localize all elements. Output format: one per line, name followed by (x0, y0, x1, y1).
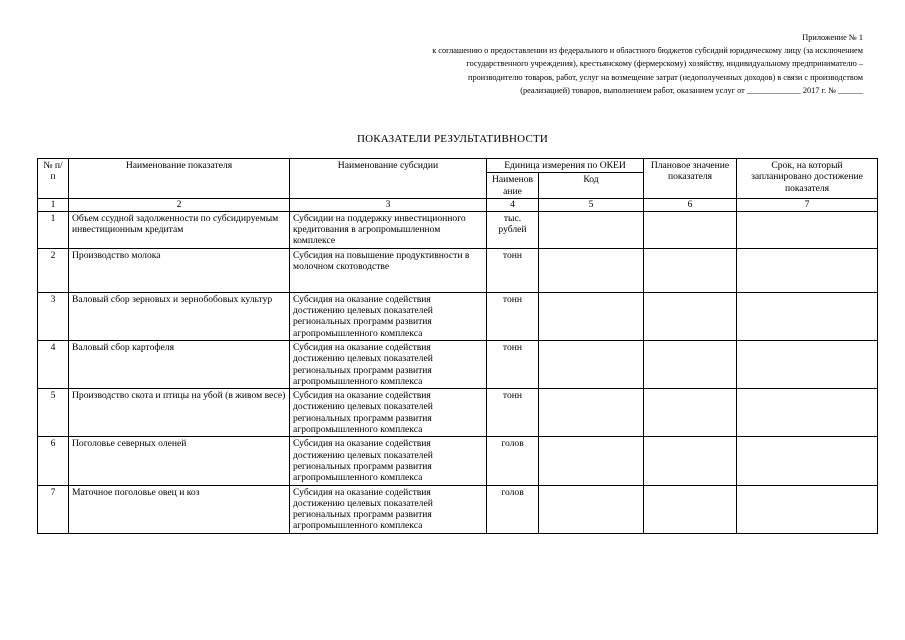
appendix-line: к соглашению о предоставлении из федерального и областного бюджетов субсидий юридическому лицу (за исключением (432, 46, 863, 56)
appendix-line: государственного учреждения), крестьянскому (фермерскому) хозяйству, индивидуальному предпринимателю – (466, 59, 863, 69)
header-num: № п/п (38, 159, 69, 199)
indicators-table (37, 158, 878, 534)
row-deadline[interactable] (737, 389, 878, 437)
row-code[interactable] (539, 485, 644, 533)
row-planned[interactable] (644, 437, 737, 485)
column-number: 3 (290, 198, 487, 211)
header-deadline: Срок, на который запланировано достижение показателя (737, 159, 878, 199)
row-code[interactable] (539, 292, 644, 340)
column-number: 2 (69, 198, 290, 211)
row-planned[interactable] (644, 389, 737, 437)
row-unit: тонн (487, 292, 539, 340)
row-planned[interactable] (644, 292, 737, 340)
row-deadline[interactable] (737, 292, 878, 340)
table-row (38, 211, 878, 248)
row-deadline[interactable] (737, 485, 878, 533)
row-indicator: Валовый сбор зерновых и зернобобовых культур (69, 292, 290, 340)
header-unit: Единица измерения по ОКЕИ (487, 159, 644, 173)
row-code[interactable] (539, 389, 644, 437)
row-unit: тонн (487, 389, 539, 437)
row-planned[interactable] (644, 211, 737, 248)
row-indicator: Производство молока (69, 248, 290, 292)
appendix-note (323, 31, 863, 97)
table-row (38, 340, 878, 388)
row-unit: тонн (487, 340, 539, 388)
document-title: ПОКАЗАТЕЛИ РЕЗУЛЬТАТИВНОСТИ (356, 133, 549, 145)
row-deadline[interactable] (737, 437, 878, 485)
column-number: 7 (737, 198, 878, 211)
header-planned: Плановое значение показателя (644, 159, 737, 199)
appendix-line: (реализацией) товаров, выполнением работ, оказанием услуг от _____________ 2017 г. № ______ (520, 85, 863, 95)
row-unit: голов (487, 437, 539, 485)
header-unit-code: Код (539, 173, 644, 199)
table-row (38, 389, 878, 437)
table-row (38, 437, 878, 485)
table-row (38, 292, 878, 340)
header-indicator: Наименование показателя (69, 159, 290, 199)
row-deadline[interactable] (737, 211, 878, 248)
row-planned[interactable] (644, 485, 737, 533)
row-subsidy: Субсидия на оказание содействия достижению целевых показателей региональных программ развития агропромышленного комплекса (290, 292, 487, 340)
row-num: 1 (38, 211, 69, 248)
row-num: 5 (38, 389, 69, 437)
row-indicator: Поголовье северных оленей (69, 437, 290, 485)
row-subsidy: Субсидия на оказание содействия достижению целевых показателей региональных программ развития агропромышленного комплекса (290, 437, 487, 485)
header-unit-name: Наименование (487, 173, 539, 199)
row-subsidy: Субсидия на повышение продуктивности в молочном скотоводстве (290, 248, 487, 292)
row-deadline[interactable] (737, 248, 878, 292)
row-subsidy: Субсидия на оказание содействия достижению целевых показателей региональных программ развития агропромышленного комплекса (290, 389, 487, 437)
row-code[interactable] (539, 211, 644, 248)
row-unit: голов (487, 485, 539, 533)
table-row (38, 485, 878, 533)
appendix-line: Приложение № 1 (802, 33, 863, 42)
row-indicator: Маточное поголовье овец и коз (69, 485, 290, 533)
row-subsidy: Субсидии на поддержку инвестиционного кредитования в агропромышленном комплексе (290, 211, 487, 248)
row-unit: тонн (487, 248, 539, 292)
header-subsidy: Наименование субсидии (290, 159, 487, 199)
row-code[interactable] (539, 340, 644, 388)
row-indicator: Объем ссудной задолженности по субсидируемым инвестиционным кредитам (69, 211, 290, 248)
row-indicator: Валовый сбор картофеля (69, 340, 290, 388)
column-number: 6 (644, 198, 737, 211)
row-planned[interactable] (644, 248, 737, 292)
row-code[interactable] (539, 248, 644, 292)
row-num: 2 (38, 248, 69, 292)
column-number: 5 (539, 198, 644, 211)
row-indicator: Производство скота и птицы на убой (в живом весе) (69, 389, 290, 437)
row-deadline[interactable] (737, 340, 878, 388)
column-number: 4 (487, 198, 539, 211)
row-subsidy: Субсидия на оказание содействия достижению целевых показателей региональных программ развития агропромышленного комплекса (290, 485, 487, 533)
header-row (38, 159, 878, 173)
row-num: 7 (38, 485, 69, 533)
row-subsidy: Субсидия на оказание содействия достижению целевых показателей региональных программ развития агропромышленного комплекса (290, 340, 487, 388)
row-num: 3 (38, 292, 69, 340)
column-number-row (38, 198, 878, 211)
appendix-line: производителю товаров, работ, услуг на возмещение затрат (недополученных доходов) в связи с производством (468, 72, 863, 82)
column-number: 1 (38, 198, 69, 211)
row-num: 6 (38, 437, 69, 485)
row-code[interactable] (539, 437, 644, 485)
row-unit: тыс. рублей (487, 211, 539, 248)
row-num: 4 (38, 340, 69, 388)
row-planned[interactable] (644, 340, 737, 388)
table-row (38, 248, 878, 292)
